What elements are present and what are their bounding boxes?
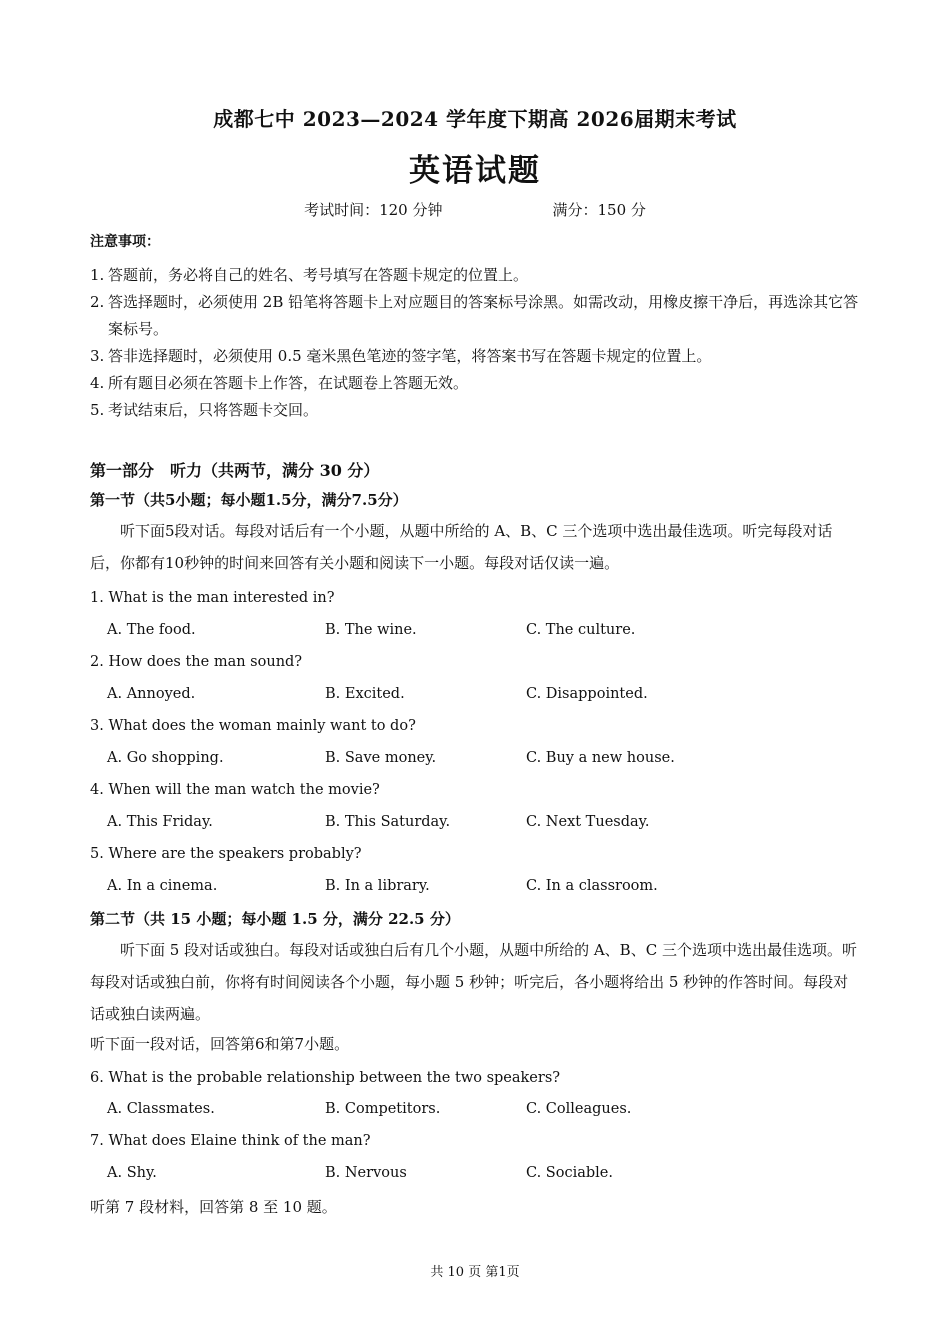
option-a: A. Shy. [107, 1165, 157, 1181]
lead-q6-q7: 听下面一段对话，回答第6和第7小题。 [90, 1035, 350, 1053]
question-6: 6. What is the probable relationship between the two speakers? [90, 1070, 561, 1086]
full-score: 满分：150 分 [552, 201, 646, 219]
option-c: C. Disappointed. [526, 686, 648, 702]
option-c: C. The culture. [526, 622, 636, 638]
notes-list [90, 262, 862, 424]
exam-title: 成都七中 2023—2024 学年度下期高 2026届期末考试 [213, 107, 737, 131]
lead-q8-q10: 听第 7 段材料，回答第 8 至 10 题。 [90, 1198, 337, 1216]
subject-title: 英语试题 [409, 153, 541, 189]
page-footer: 共 10 页 第1页 [430, 1265, 520, 1280]
option-a: A. Go shopping. [107, 750, 224, 766]
option-b: B. Nervous [325, 1165, 407, 1181]
option-a: A. The food. [107, 622, 196, 638]
section2-instruction: 听下面 5 段对话或独白。每段对话或独白后有几个小题，从题中所给的 A、B、C 三个选项中选出最佳选项。听每段对话或独白前，你将有时间阅读各个小题，每小题 5 秒钟；听完后，各小题将给出 5 秒钟的作答时间。每段对话或独白读两遍。 [90, 941, 857, 1023]
question-2: 2. How does the man sound? [90, 654, 303, 670]
option-c: C. Buy a new house. [526, 750, 675, 766]
question-7: 7. What does Elaine think of the man? [90, 1133, 371, 1149]
option-a: A. Annoyed. [107, 686, 196, 702]
section1-instruction: 听下面5段对话。每段对话后有一个小题，从题中所给的 A、B、C 三个选项中选出最佳选项。听完每段对话后，你都有10秒钟的时间来回答有关小题和阅读下一小题。每段对话仅读一遍。 [90, 522, 833, 572]
note-item: 3. 答非选择题时，必须使用 0.5 毫米黑色笔迹的签字笔，将答案书写在答题卡规定的位置上。 [90, 347, 712, 365]
option-c: C. Sociable. [526, 1165, 613, 1181]
option-a: A. In a cinema. [107, 878, 218, 894]
question-1: 1. What is the man interested in? [90, 590, 335, 606]
question-5: 5. Where are the speakers probably? [90, 846, 362, 862]
part1-title: 第一部分 听力（共两节，满分 30 分） [90, 461, 380, 480]
question-3: 3. What does the woman mainly want to do? [90, 718, 416, 734]
option-c: C. In a classroom. [526, 878, 658, 894]
note-item: 1. 答题前，务必将自己的姓名、考号填写在答题卡规定的位置上。 [90, 266, 529, 284]
exam-meta [0, 199, 950, 220]
option-b: B. Save money. [325, 750, 437, 766]
option-b: B. Competitors. [325, 1101, 441, 1117]
option-b: B. The wine. [325, 622, 417, 638]
notes-title: 注意事项： [90, 234, 160, 250]
option-b: B. In a library. [325, 878, 430, 894]
section2-title: 第二节（共 15 小题；每小题 1.5 分，满分 22.5 分） [90, 910, 460, 928]
option-c: C. Colleagues. [526, 1101, 632, 1117]
option-c: C. Next Tuesday. [526, 814, 650, 830]
option-b: B. Excited. [325, 686, 405, 702]
section1-title: 第一节（共5小题；每小题1.5分，满分7.5分） [90, 491, 408, 509]
exam-time: 考试时间：120 分钟 [304, 201, 443, 219]
option-a: A. Classmates. [107, 1101, 215, 1117]
note-item: 5. 考试结束后，只将答题卡交回。 [90, 401, 319, 419]
note-item: 2. 答选择题时，必须使用 2B 铅笔将答题卡上对应题目的答案标号涂黑。如需改动，用橡皮擦干净后，再选涂其它答案标号。 [90, 293, 859, 338]
option-b: B. This Saturday. [325, 814, 451, 830]
note-item: 4. 所有题目必须在答题卡上作答，在试题卷上答题无效。 [90, 374, 469, 392]
option-a: A. This Friday. [107, 814, 213, 830]
question-4: 4. When will the man watch the movie? [90, 782, 380, 798]
